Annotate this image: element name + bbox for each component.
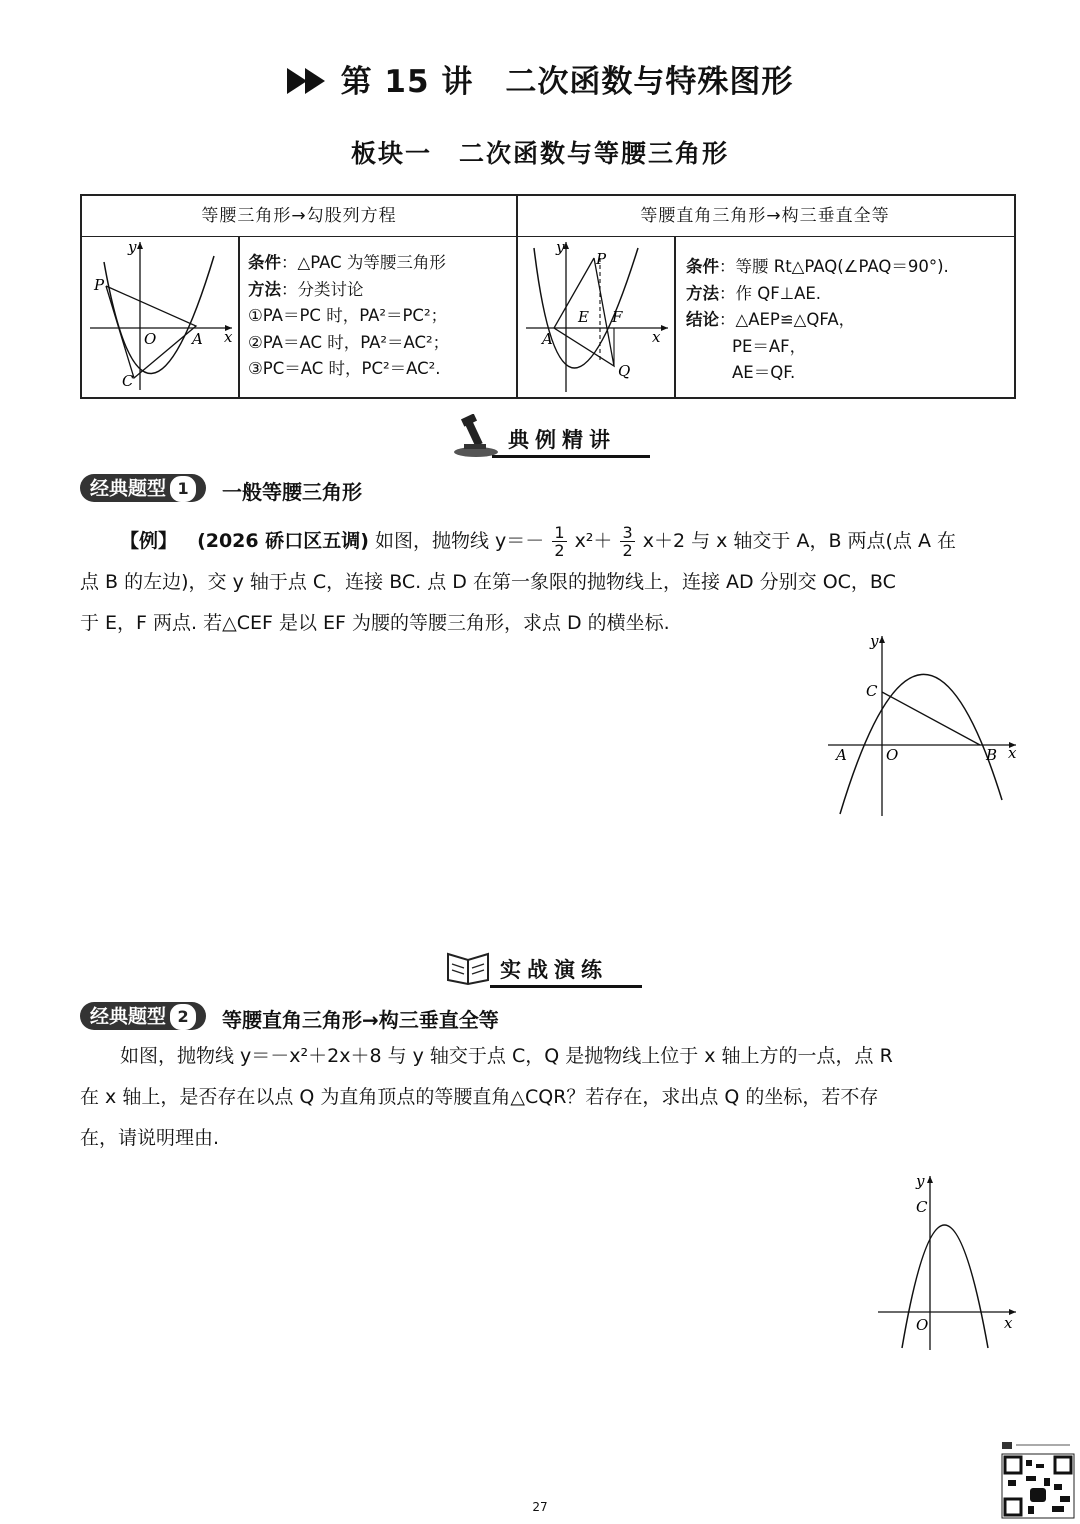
tag-number: 1: [170, 476, 196, 502]
point-label-f: F: [612, 308, 623, 326]
example-problem: 【例】 (2026 硚口区五调) 如图，抛物线 y＝－ $\frac{1}{2}$ x²＋ $\frac{3}{2}$ x＋2 与 x 轴交于 A，B 两点(点 A 在 点 B 的左边)，交 y 轴于点 C，连接 BC. 点 D 在第一象限的抛物线上，连接 AD 分别交 OC，BC 于 E，F 两点. 若△CEF 是以 EF 为腰的等腰三角形，求点 D 的横坐标.: [80, 523, 957, 634]
point-label-a: A: [542, 330, 553, 348]
summary-left-header: 等腰三角形→勾股列方程: [82, 196, 516, 237]
point-label-p: P: [94, 276, 105, 294]
axis-label-x: x: [652, 328, 661, 346]
banner-practice: 实战演练: [500, 958, 608, 982]
double-arrow-icon: [287, 66, 323, 102]
axis-label-y: y: [556, 238, 565, 256]
isosceles-parabola-graph: [84, 238, 236, 396]
axis-label-x: x: [1004, 1314, 1013, 1332]
banner-underline: [490, 985, 642, 988]
left-conditions: 条件：△PAC 为等腰三角形 方法：分类讨论 ①PA＝PC 时，PA²＝PC²； ②PA＝AC 时，PA²＝AC²； ③PC＝AC 时，PC²＝AC².: [248, 250, 512, 383]
classic-type-tag-2: 经典题型 2: [80, 1002, 206, 1030]
classic-type-title-1: 一般等腰三角形: [222, 480, 362, 504]
section-subtitle: 板块一 二次函数与等腰三角形: [350, 139, 729, 168]
axis-label-y: y: [916, 1172, 925, 1190]
practice-parabola-graph: [876, 1172, 1022, 1352]
point-label-a: A: [836, 746, 847, 764]
summary-table: [80, 194, 1016, 399]
classic-type-title-2: 等腰直角三角形→构三垂直全等: [222, 1008, 499, 1032]
microscope-icon: [450, 414, 502, 458]
point-label-c: C: [916, 1198, 928, 1216]
case-3: ③PC＝AC 时，PC²＝AC².: [248, 359, 441, 378]
page-title: 第 15 讲 二次函数与特殊图形: [0, 56, 1080, 102]
origin-label: O: [916, 1316, 929, 1334]
axis-label-y: y: [128, 238, 137, 256]
origin-label: O: [144, 330, 157, 348]
classic-type-tag-1: 经典题型 1: [80, 474, 206, 502]
tag-number: 2: [170, 1004, 196, 1030]
banner-typical-examples: 典例精讲: [508, 428, 616, 452]
point-label-c: C: [866, 682, 878, 700]
point-label-b: B: [986, 746, 998, 764]
case-1: ①PA＝PC 时，PA²＝PC²；: [248, 306, 448, 325]
point-label-a: A: [192, 330, 203, 348]
banner-underline: [492, 455, 650, 458]
point-label-q: Q: [618, 362, 631, 380]
summary-right-header: 等腰直角三角形→构三垂直全等: [516, 196, 1014, 237]
axis-label-y: y: [870, 632, 879, 650]
book-icon: [444, 944, 492, 986]
page-number: 27: [532, 1500, 548, 1514]
divider: [238, 236, 240, 397]
point-label-e: E: [578, 308, 589, 326]
isosceles-right-triangle-graph: [518, 238, 672, 396]
point-label-c: C: [122, 372, 134, 390]
axis-label-x: x: [224, 328, 233, 346]
right-conditions: 条件：等腰 Rt△PAQ(∠PAQ＝90°). 方法：作 QF⊥AE. 结论：△AEP≌△QFA， PE＝AF， AE＝QF.: [686, 257, 949, 382]
point-label-p: P: [596, 250, 607, 268]
origin-label: O: [886, 746, 899, 764]
divider: [674, 236, 676, 397]
practice-problem: 如图，抛物线 y＝－x²＋2x＋8 与 y 轴交于点 C，Q 是抛物线上位于 x 轴上方的一点，点 R 在 x 轴上，是否存在以点 Q 为直角顶点的等腰直角△CQR？若存在，求出点 Q 的坐标，若不存 在，请说明理由.: [80, 1045, 893, 1149]
axis-label-x: x: [1008, 744, 1017, 762]
case-2: ②PA＝AC 时，PA²＝AC²；: [248, 332, 450, 352]
example-parabola-graph: [826, 632, 1022, 818]
